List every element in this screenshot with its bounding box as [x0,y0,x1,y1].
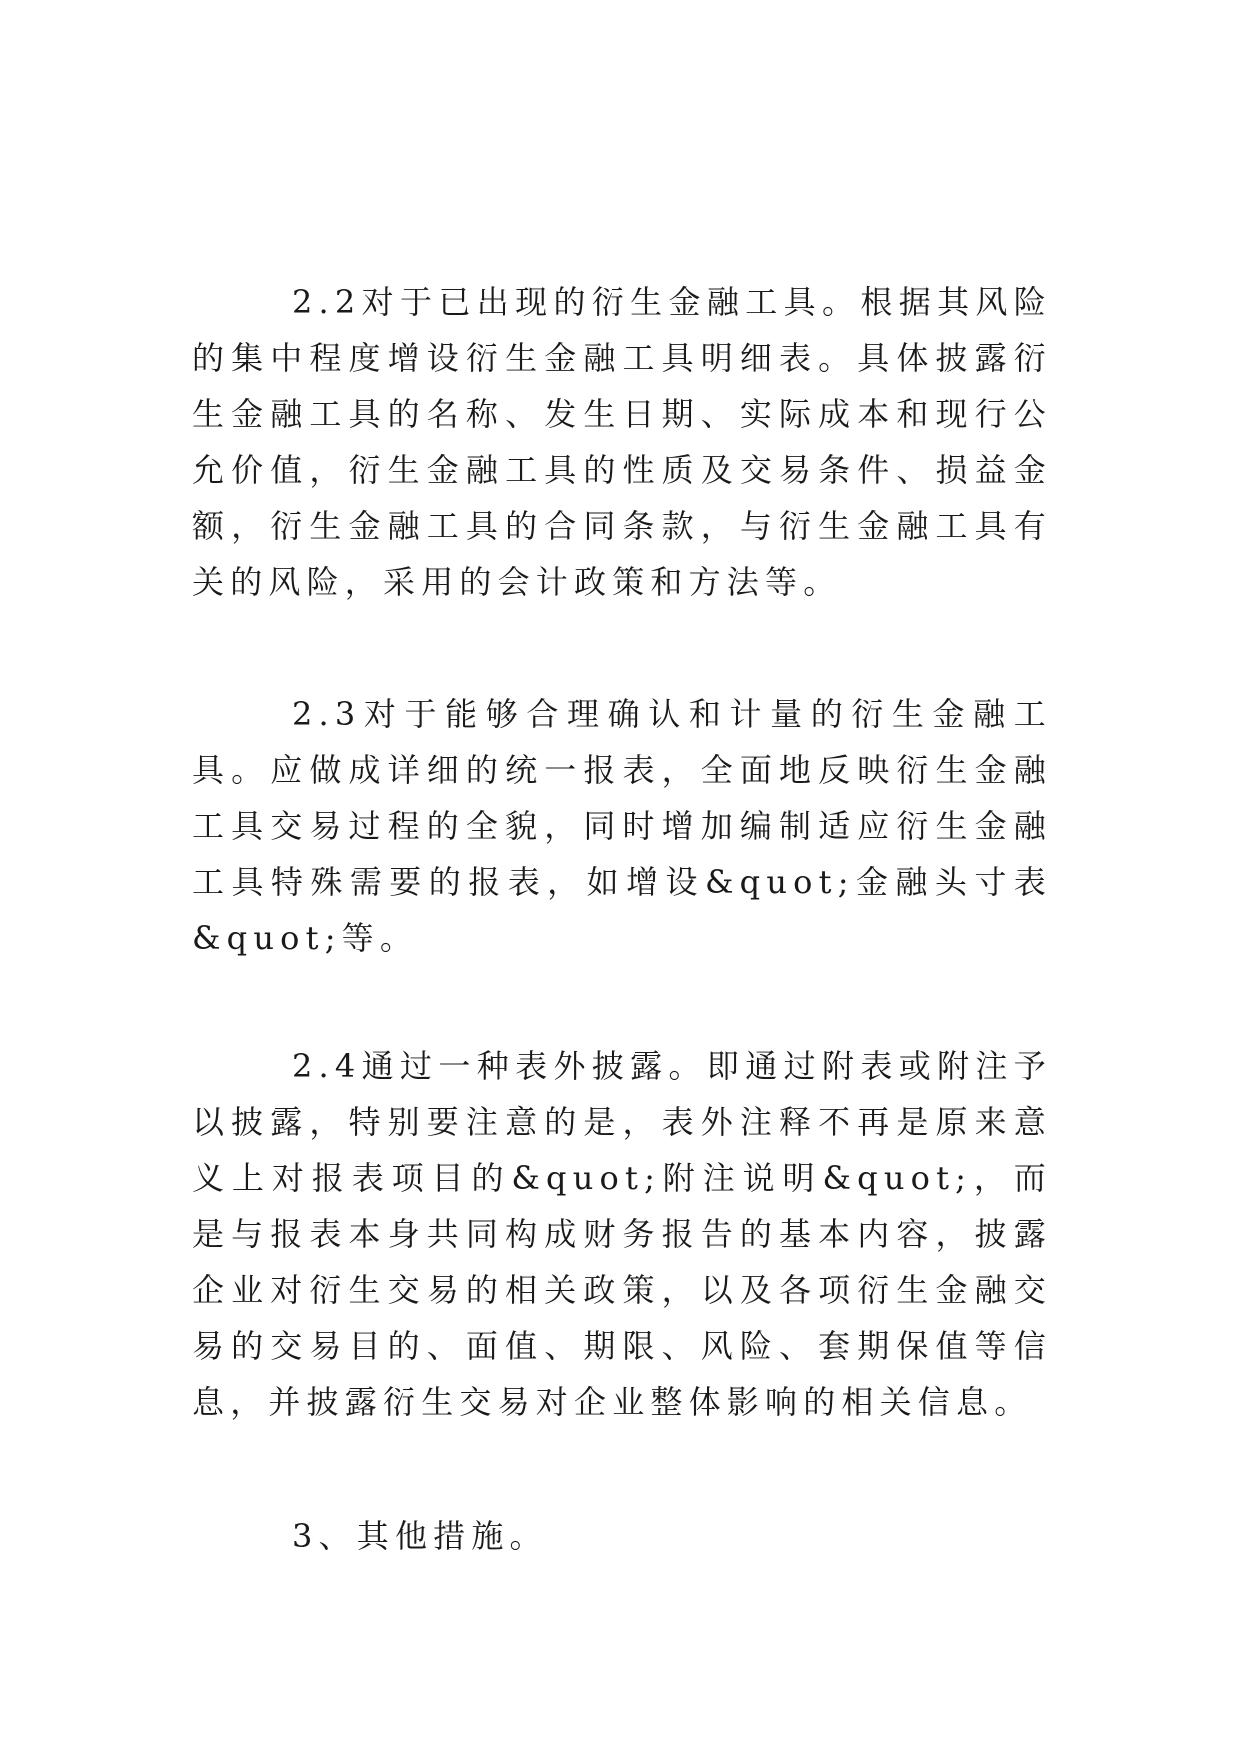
paragraph-3-heading: 3、其他措施。 [292,1517,548,1555]
paragraph-2-3: 2.3对于能够合理确认和计量的衍生金融工具。应做成详细的统一报表，全面地反映衍生金融工具交易过程的全貌，同时增加编制适应衍生金融工具特殊需要的报表，如增设&quot;金融头寸表&quot;等。 [192,695,1052,957]
paragraph-2-2: 2.2对于已出现的衍生金融工具。根据其风险的集中程度增设衍生金融工具明细表。具体披露衍生金融工具的名称、发生日期、实际成本和现行公允价值，衍生金融工具的性质及交易条件、损益金额，衍生金融工具的合同条款，与衍生金融工具有关的风险，采用的会计政策和方法等。 [192,283,1052,601]
paragraph-2-4: 2.4通过一种表外披露。即通过附表或附注予以披露，特别要注意的是，表外注释不再是原来意义上对报表项目的&quot;附注说明&quot;，而是与报表本身共同构成财务报告的基本内容，披露企业对衍生交易的相关政策，以及各项衍生金融交易的交易目的、面值、期限、风险、套期保值等信息，并披露衍生交易对企业整体影响的相关信息。 [192,1047,1052,1421]
